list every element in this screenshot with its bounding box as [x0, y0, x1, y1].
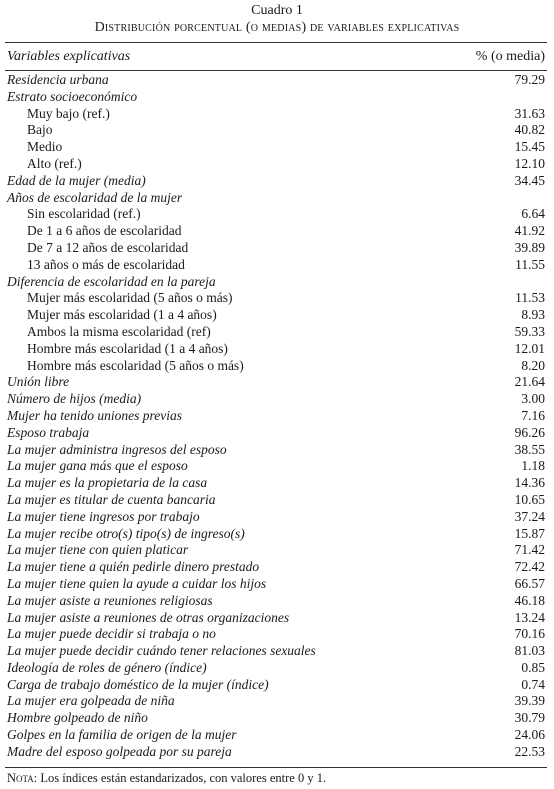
row-value: 81.03 — [514, 643, 545, 659]
table-row — [7, 526, 545, 543]
row-label: Bajo — [27, 122, 53, 138]
row-label: La mujer es la propietaria de la casa — [7, 475, 208, 491]
table-row — [7, 173, 545, 190]
row-label: Edad de la mujer (media) — [7, 172, 146, 188]
row-value: 11.55 — [515, 256, 545, 272]
row-label: La mujer gana más que el esposo — [7, 458, 188, 474]
row-label: Hombre más escolaridad (5 años o más) — [27, 357, 244, 373]
table-caption — [0, 0, 554, 36]
table-row — [7, 576, 545, 593]
row-label: La mujer administra ingresos del esposo — [7, 441, 227, 457]
row-label: Mujer ha tenido uniones previas — [7, 407, 182, 423]
row-label: La mujer asiste a reuniones religiosas — [7, 592, 213, 608]
row-value: 31.63 — [514, 105, 545, 121]
table-row — [7, 727, 545, 744]
row-label: Sin escolaridad (ref.) — [27, 206, 141, 222]
row-label: La mujer tiene a quién pedirle dinero prestado — [7, 559, 260, 575]
table-row — [7, 324, 545, 341]
row-value: 21.64 — [514, 374, 545, 390]
note-label: Nota: — [7, 771, 38, 785]
row-value: 1.18 — [521, 458, 545, 474]
table-body — [7, 72, 545, 761]
table-row — [7, 693, 545, 710]
row-value: 0.74 — [521, 676, 545, 692]
row-label: Mujer más escolaridad (5 años o más) — [27, 290, 233, 306]
row-label: La mujer asiste a reuniones de otras organizaciones — [7, 609, 290, 625]
table-row — [7, 156, 545, 173]
row-value: 8.93 — [521, 307, 545, 323]
row-value: 71.42 — [514, 542, 545, 558]
table-row — [7, 257, 545, 274]
row-value: 39.39 — [514, 693, 545, 709]
header-variables: Variables explicativas — [7, 49, 131, 64]
table-row — [7, 660, 545, 677]
row-label: Mujer más escolaridad (1 a 4 años) — [27, 307, 217, 323]
row-label: Residencia urbana — [7, 72, 109, 87]
row-label: Carga de trabajo doméstico de la mujer (índice) — [7, 676, 269, 692]
note-text: Los índices están estandarizados, con valores entre 0 y 1. — [37, 771, 327, 785]
row-label: Golpes en la familia de origen de la mujer — [7, 727, 237, 743]
header-percent: % (o media) — [475, 49, 545, 64]
row-label: Hombre más escolaridad (1 a 4 años) — [27, 340, 228, 356]
row-label: Unión libre — [7, 374, 70, 390]
row-value: 79.29 — [514, 72, 545, 87]
table-row — [7, 391, 545, 408]
row-value: 37.24 — [514, 508, 545, 524]
table-row — [7, 106, 545, 123]
row-label: La mujer puede decidir si trabaja o no — [7, 626, 216, 642]
row-value: 72.42 — [514, 559, 545, 575]
table-row — [7, 458, 545, 475]
row-label: La mujer tiene con quien platicar — [7, 542, 189, 558]
row-value: 11.53 — [515, 290, 545, 306]
row-label: La mujer puede decidir cuándo tener relaciones sexuales — [7, 643, 316, 659]
row-label: De 7 a 12 años de escolaridad — [27, 239, 189, 255]
table-row — [7, 626, 545, 643]
row-label: La mujer recibe otro(s) tipo(s) de ingreso(s) — [7, 525, 245, 541]
row-label: La mujer tiene ingresos por trabajo — [7, 508, 200, 524]
row-value: 12.10 — [514, 155, 545, 171]
row-label: La mujer era golpeada de niña — [7, 693, 175, 709]
row-label: La mujer es titular de cuenta bancaria — [7, 491, 216, 507]
row-value: 15.45 — [514, 139, 545, 155]
row-label: Estrato socioeconómico — [7, 88, 138, 104]
table-row — [7, 307, 545, 324]
row-label: Esposo trabaja — [7, 424, 90, 440]
row-label: Medio — [27, 139, 63, 155]
row-value: 3.00 — [521, 391, 545, 407]
row-label: 13 años o más de escolaridad — [27, 256, 185, 272]
row-label: Madre del esposo golpeada por su pareja — [7, 743, 232, 759]
row-value: 15.87 — [514, 525, 545, 541]
bottom-rule — [5, 767, 547, 768]
table-row — [7, 206, 545, 223]
table-row — [7, 710, 545, 727]
row-label: Diferencia de escolaridad en la pareja — [7, 273, 216, 289]
table-row — [7, 274, 545, 291]
row-value: 46.18 — [514, 592, 545, 608]
table-row — [7, 290, 545, 307]
row-value: 0.85 — [521, 659, 545, 675]
table-row — [7, 408, 545, 425]
row-value: 41.92 — [514, 223, 545, 239]
table-row — [7, 190, 545, 207]
table-row — [7, 374, 545, 391]
row-value: 30.79 — [514, 710, 545, 726]
row-value: 96.26 — [514, 424, 545, 440]
table-row — [7, 492, 545, 509]
row-label: Años de escolaridad de la mujer — [7, 189, 183, 205]
row-value: 59.33 — [514, 323, 545, 339]
row-label: Número de hijos (media) — [7, 391, 142, 407]
row-value: 7.16 — [521, 407, 545, 423]
table-row — [7, 341, 545, 358]
row-label: Ideología de roles de género (índice) — [7, 659, 207, 675]
table-row — [7, 425, 545, 442]
row-value: 8.20 — [521, 357, 545, 373]
row-value: 6.64 — [521, 206, 545, 222]
row-label: La mujer tiene quien la ayude a cuidar los hijos — [7, 575, 267, 591]
table-row — [7, 593, 545, 610]
table-row — [7, 89, 545, 106]
table-note — [7, 771, 326, 786]
row-value: 34.45 — [514, 172, 545, 188]
row-label: De 1 a 6 años de escolaridad — [27, 223, 182, 239]
table-header — [7, 49, 545, 67]
top-rule — [5, 42, 547, 43]
table-number: Cuadro 1 — [251, 3, 303, 18]
table-row — [7, 643, 545, 660]
table-row — [7, 559, 545, 576]
table-row — [7, 475, 545, 492]
row-value: 70.16 — [514, 626, 545, 642]
row-value: 40.82 — [514, 122, 545, 138]
table-row — [7, 744, 545, 761]
row-value: 22.53 — [514, 743, 545, 759]
row-value: 39.89 — [514, 239, 545, 255]
table-row — [7, 610, 545, 627]
table-row — [7, 72, 545, 89]
row-value: 13.24 — [514, 609, 545, 625]
table-row — [7, 223, 545, 240]
row-value: 12.01 — [514, 340, 545, 356]
table-row — [7, 442, 545, 459]
table-row — [7, 122, 545, 139]
table-row — [7, 358, 545, 375]
row-label: Alto (ref.) — [27, 155, 82, 171]
row-value: 10.65 — [514, 491, 545, 507]
header-rule — [5, 70, 547, 71]
table-row — [7, 139, 545, 156]
row-label: Ambos la misma escolaridad (ref) — [27, 323, 211, 339]
table-title: Distribución porcentual (o medias) de variables explicativas — [94, 20, 460, 35]
row-label: Hombre golpeado de niño — [7, 710, 148, 726]
table-row — [7, 542, 545, 559]
row-value: 66.57 — [514, 575, 545, 591]
row-label: Muy bajo (ref.) — [27, 105, 110, 121]
row-value: 24.06 — [514, 727, 545, 743]
row-value: 38.55 — [514, 441, 545, 457]
table-row — [7, 240, 545, 257]
table-row — [7, 677, 545, 694]
row-value: 14.36 — [514, 475, 545, 491]
table-row — [7, 509, 545, 526]
